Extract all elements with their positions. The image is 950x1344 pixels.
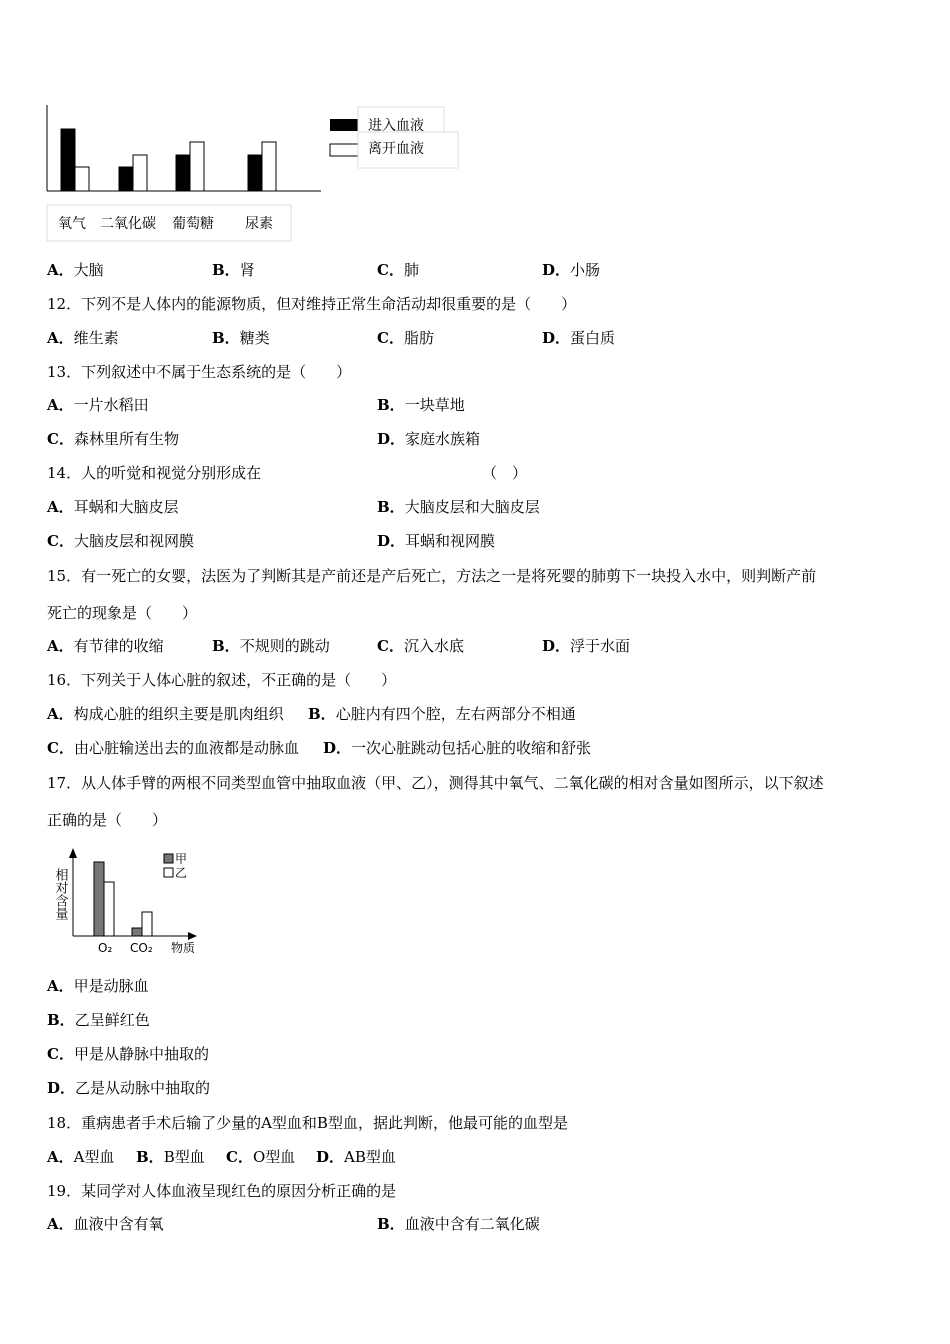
- answer-paren: （ ）: [482, 464, 528, 482]
- legend-in: 进入血液: [368, 118, 424, 134]
- option-c: C．O型血: [226, 1148, 296, 1166]
- question-stem: 17．从人体手臂的两根不同类型血管中抽取血液（甲、乙），测得其中氧气、二氧化碳的相对含量如图所示，以下叙述: [47, 774, 824, 792]
- option-d: D．小肠: [542, 261, 601, 279]
- option-c: C．森林里所有生物: [47, 430, 179, 448]
- legend-swatch-in: [330, 119, 358, 131]
- option-d: D．家庭水族箱: [377, 430, 481, 448]
- bar-0-1: [119, 167, 133, 191]
- option-c: C．甲是从静脉中抽取的: [47, 1045, 209, 1063]
- option-d: D．耳蜗和视网膜: [377, 532, 496, 550]
- legend-yi: 乙: [175, 866, 188, 880]
- legend-swatch-out: [330, 144, 358, 156]
- option-a: A．A型血: [47, 1148, 115, 1166]
- option-a: A．血液中含有氧: [47, 1215, 164, 1233]
- x-label: 二氧化碳: [100, 216, 156, 232]
- x-label: 氧气: [58, 216, 86, 232]
- option-a: A．一片水稻田: [47, 396, 149, 414]
- option-b: B．不规则的跳动: [212, 637, 330, 655]
- legend-out: 离开血液: [368, 141, 424, 157]
- bar-1-2: [190, 142, 204, 191]
- option-b: B．心脏内有四个腔，左右两部分不相通: [308, 705, 576, 723]
- option-d: D．乙是从动脉中抽取的: [47, 1079, 211, 1097]
- option-a: A．有节律的收缩: [47, 637, 164, 655]
- option-b: B．大脑皮层和大脑皮层: [377, 498, 540, 516]
- option-a: A．耳蜗和大脑皮层: [47, 498, 179, 516]
- question-stem: 死亡的现象是（ ）: [47, 604, 198, 622]
- option-a: A．大脑: [47, 261, 104, 279]
- bar-0-0: [94, 862, 104, 936]
- bar-1-3: [262, 142, 276, 191]
- y-axis-label: 相对含量: [52, 868, 68, 920]
- option-a: A．甲是动脉血: [47, 977, 149, 995]
- option-a: A．维生素: [47, 329, 119, 347]
- option-d: D．AB型血: [316, 1148, 396, 1166]
- question-stem: 18．重病患者手术后输了少量的A型血和B型血，据此判断，他最可能的血型是: [47, 1114, 568, 1132]
- question-stem: 正确的是（ ）: [47, 811, 168, 829]
- x-label: O₂: [98, 941, 113, 955]
- option-c: C．沉入水底: [377, 637, 464, 655]
- question-stem: 13．下列叙述中不属于生态系统的是（ ）: [47, 363, 352, 381]
- bar-0-0: [61, 129, 75, 191]
- x-label: CO₂: [130, 941, 153, 955]
- option-d: D．浮于水面: [542, 637, 631, 655]
- bar-0-3: [248, 155, 262, 191]
- bar-1-1: [142, 912, 152, 936]
- question-stem: 19．某同学对人体血液呈现红色的原因分析正确的是: [47, 1182, 397, 1200]
- option-d: D．一次心脏跳动包括心脏的收缩和舒张: [323, 739, 592, 757]
- bar-1-0: [75, 167, 89, 191]
- legend-jia: 甲: [175, 852, 188, 866]
- question-stem: 15．有一死亡的女婴，法医为了判断其是产前还是产后死亡，方法之一是将死婴的肺剪下一块投入水中，则判断产前: [47, 567, 817, 585]
- option-d: D．蛋白质: [542, 329, 616, 347]
- option-b: B．乙呈鲜红色: [47, 1011, 150, 1029]
- x-label: 尿素: [245, 216, 273, 232]
- question-stem: 14．人的听觉和视觉分别形成在: [47, 464, 262, 482]
- chart-blood-substances: [40, 100, 470, 245]
- question-stem: 16．下列关于人体心脏的叙述，不正确的是（ ）: [47, 671, 397, 689]
- option-b: B．血液中含有二氧化碳: [377, 1215, 540, 1233]
- option-b: B．糖类: [212, 329, 270, 347]
- question-stem: 12．下列不是人体内的能源物质，但对维持正常生命活动却很重要的是（ ）: [47, 295, 577, 313]
- bar-0-1: [132, 928, 142, 936]
- option-b: B．一块草地: [377, 396, 465, 414]
- option-a: A．构成心脏的组织主要是肌肉组织: [47, 705, 284, 723]
- x-axis-label: 物质: [171, 941, 196, 955]
- option-c: C．肺: [377, 261, 419, 279]
- option-c: C．由心脏输送出去的血液都是动脉血: [47, 739, 299, 757]
- bar-1-0: [104, 882, 114, 936]
- chart-blood-gas: [40, 840, 210, 960]
- option-c: C．脂肪: [377, 329, 434, 347]
- bar-1-1: [133, 155, 147, 191]
- option-b: B．肾: [212, 261, 255, 279]
- bar-0-2: [176, 155, 190, 191]
- option-b: B．B型血: [136, 1148, 205, 1166]
- option-c: C．大脑皮层和视网膜: [47, 532, 194, 550]
- x-label: 葡萄糖: [172, 216, 214, 232]
